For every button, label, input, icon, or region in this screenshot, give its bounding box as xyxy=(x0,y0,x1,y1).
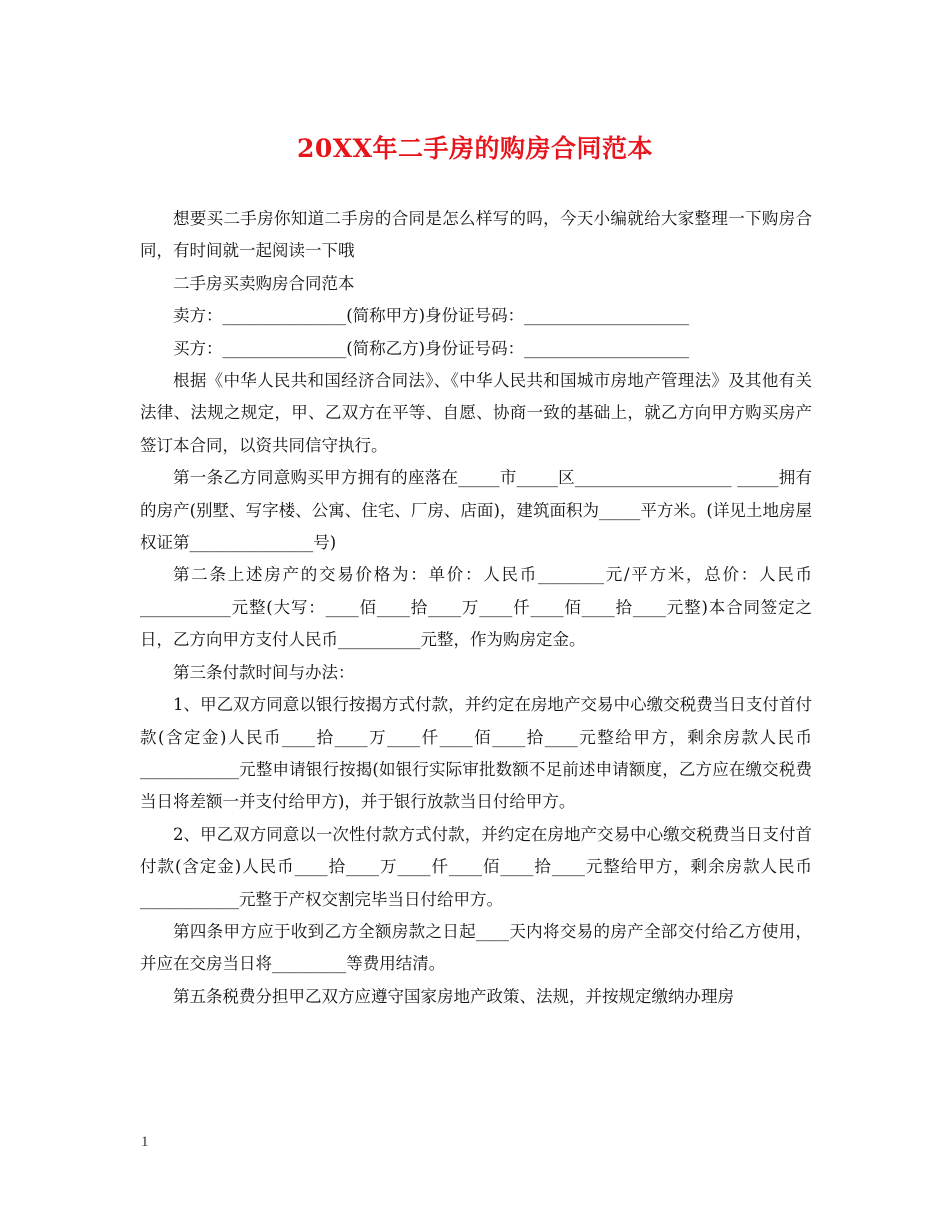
page-number: 1 xyxy=(141,1134,149,1150)
document-title: 20XX年二手房的购房合同范本 xyxy=(296,134,654,163)
paragraph-buyer: 买方：_______________(简称乙方)身份证号码：____________________ xyxy=(173,338,690,358)
paragraph-article-5: 第五条税费分担甲乙双方应遵守国家房地产政策、法规，并按规定缴纳办理房 xyxy=(173,986,734,1006)
paragraph-article-3: 第三条付款时间与办法： xyxy=(173,662,355,682)
paragraph-preamble: 根据《中华人民共和国经济合同法》、《中华人民共和国城市房地产管理法》及其他有关法律、法规之规定，甲、乙双方在平等、自愿、协商一致的基础上，就乙方向甲方购买房产签订本合同，以资共同信守执行。 xyxy=(140,371,812,455)
document-body xyxy=(140,203,812,1013)
paragraph-article-3-item-1: 1、甲乙双方同意以银行按揭方式付款，并约定在房地产交易中心缴交税费当日支付首付款(含定金)人民币____拾____万____仟____佰____拾____元整给甲方，剩余房款人民币____________元整申请银行按揭(如银行实际审批数额不足前述申请额度，乙方应在缴交税费当日将差额一并支付给甲方)，并于银行放款当日付给甲方。 xyxy=(140,695,812,812)
paragraph-article-1: 第一条乙方同意购买甲方拥有的座落在_____市_____区___________________ _____拥有的房产(别墅、写字楼、公寓、住宅、厂房、店面)，建筑面积为_____平方米。(详见土地房屋权证第_______________号) xyxy=(140,468,812,553)
paragraph-article-2: 第二条上述房产的交易价格为：单价：人民币________元/平方米，总价：人民币___________元整(大写：____佰____拾____万____仟____佰____拾____元整)本合同签定之日，乙方向甲方支付人民币__________元整，作为购房定金。 xyxy=(140,565,812,650)
paragraph-article-3-item-2: 2、甲乙双方同意以一次性付款方式付款，并约定在房地产交易中心缴交税费当日支付首付款(含定金)人民币____拾____万____仟____佰____拾____元整给甲方，剩余房款人民币____________元整于产权交割完毕当日付给甲方。 xyxy=(140,824,812,909)
paragraph-subtitle: 二手房买卖购房合同范本 xyxy=(173,273,355,293)
paragraph-intro: 想要买二手房你知道二手房的合同是怎么样写的吗，今天小编就给大家整理一下购房合同，有时间就一起阅读一下哦 xyxy=(140,209,812,261)
paragraph-seller: 卖方：_______________(简称甲方)身份证号码：____________________ xyxy=(173,306,690,326)
paragraph-article-4: 第四条甲方应于收到乙方全额房款之日起____天内将交易的房产全部交付给乙方使用，并应在交房当日将_________等费用结清。 xyxy=(140,921,812,974)
